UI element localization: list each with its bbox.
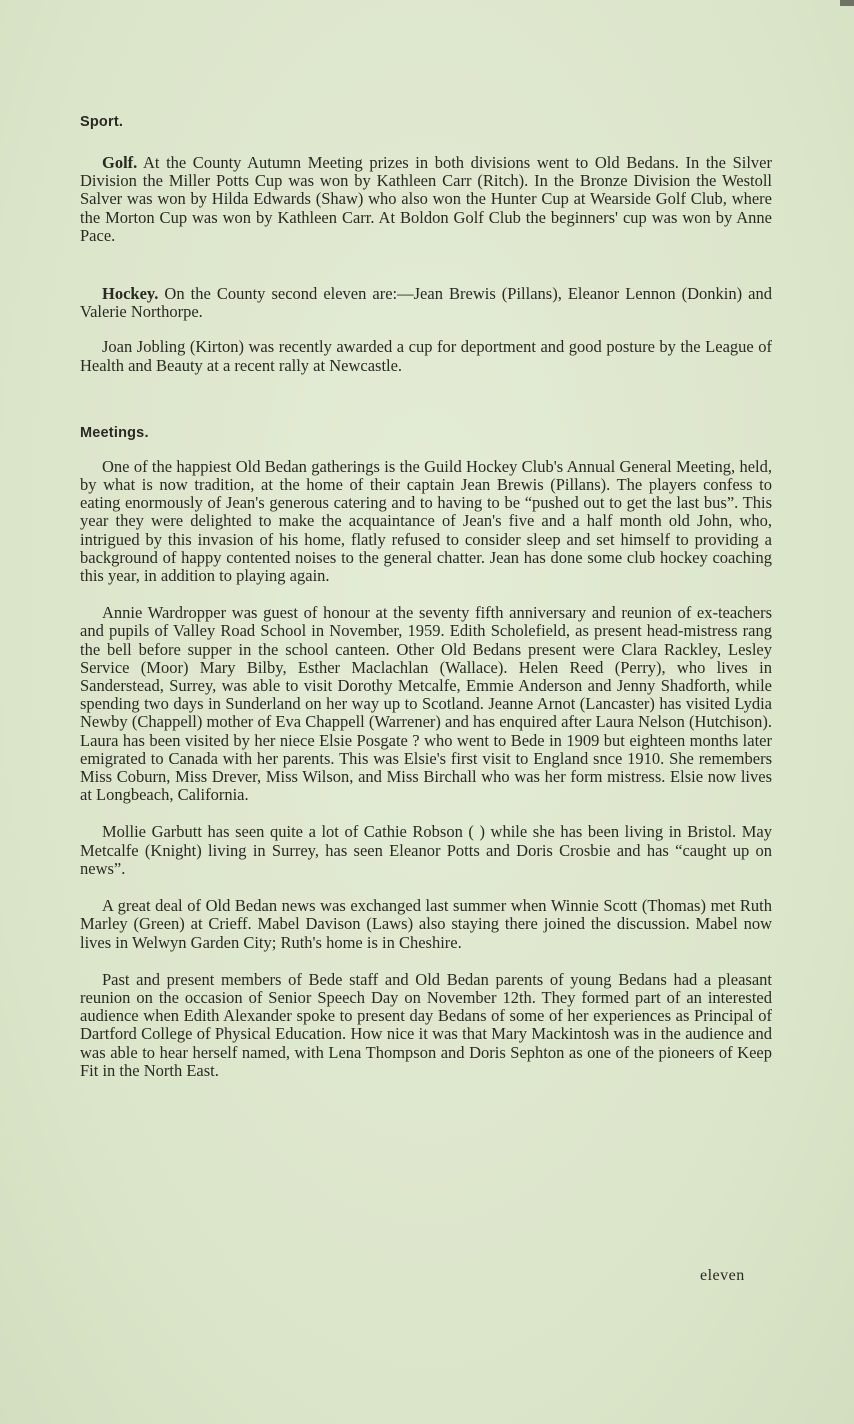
hockey-text: On the County second eleven are:—Jean Brewis (Pillans), Eleanor Lennon (Donkin) and Valerie Northorpe. — [80, 284, 772, 322]
document-body — [80, 110, 772, 1080]
hockey-lead: Hockey. — [102, 284, 159, 304]
meetings-paragraph-1: One of the happiest Old Bedan gatherings is the Guild Hockey Club's Annual General Meeting, held, by what is now tradition, at the home of their captain Jean Brewis (Pillans). The players confess to eating enormously of Jean's generous catering and to having to be “pushed out to get the last bus”. This year they were delighted to make the acquaintance of Jean's five and a half month old John, who, intrigued by this invasion of his home, flatly refused to consider sleep and set himself to providing a background of happy contented noises to the general chatter. Jean has done some club hockey coaching this year, in addition to playing again. — [80, 456, 772, 586]
meetings-paragraph-3: Mollie Garbutt has seen quite a lot of Cathie Robson ( ) while she has been living in Bristol. May Metcalfe (Knight) living in Surrey, has seen Eleanor Potts and Doris Crosbie and has “caught up on news”. — [80, 822, 772, 878]
meetings-paragraph-4: A great deal of Old Bedan news was exchanged last summer when Winnie Scott (Thomas) met Ruth Marley (Green) at Crieff. Mabel Davison (Laws) also staying there joined the discussion. Mabel now lives in Welwyn Garden City; Ruth's home is in Cheshire. — [80, 896, 772, 952]
meetings-paragraph-2: Annie Wardropper was guest of honour at the seventy fifth anniversary and reunion of ex-teachers and pupils of Valley Road School in November, 1959. Edith Scholefield, as present head-mistress rang the bell before supper in the school canteen. Other Old Bedans present were Clara Rackley, Lesley Service (Moor) Mary Bilby, Esther Maclachlan (Wallace). Helen Reed (Perry), who lives in Sanderstead, Surrey, was able to visit Dorothy Metcalfe, Emmie Anderson and Jenny Shadforth, while spending two days in Sunderland on her way up to Scotland. Jeanne Arnot (Lancaster) has visited Lydia Newby (Chappell) mother of Eva Chappell (Warrener) and has enquired after Laura Nelson (Hutchison). Laura has been visited by her niece Elsie Posgate ? who went to Bede in 1909 but eighteen months later emigrated to Canada with her parents. This was Elsie's first visit to England snce 1910. She remembers Miss Coburn, Miss Drever, Miss Wilson, and Miss Birchall who was her form mistress. Elsie now lives at Longbeach, California. — [80, 603, 772, 805]
hockey-paragraph — [80, 285, 772, 321]
golf-lead: Golf. — [102, 153, 138, 172]
sport-heading: Sport. — [80, 114, 124, 130]
meetings-heading: Meetings. — [80, 424, 149, 441]
corner-mark — [840, 0, 854, 6]
page-number: eleven — [700, 1267, 745, 1284]
golf-paragraph — [80, 154, 772, 245]
meetings-paragraph-5: Past and present members of Bede staff and Old Bedan parents of young Bedans had a pleasant reunion on the occasion of Senior Speech Day on November 12th. They formed part of an interested audience when Edith Alexander spoke to present day Bedans of some of her experiences as Principal of Dartford College of Physical Education. How nice it was that Mary Mackintosh was in the audience and was able to hear herself named, with Lena Thompson and Doris Sephton as one of the pioneers of Keep Fit in the North East. — [80, 969, 772, 1080]
golf-text: At the County Autumn Meeting prizes in both divisions went to Old Bedans. In the Silver Division the Miller Potts Cup was won by Kathleen Carr (Ritch). In the Bronze Division the Westoll Salver was won by Hilda Edwards (Shaw) who also won the Hunter Cup at Wearside Golf Club, where the Morton Cup was won by Kathleen Carr. At Boldon Golf Club the beginners' cup was won by Anne Pace. — [80, 153, 772, 245]
jobling-paragraph: Joan Jobling (Kirton) was recently awarded a cup for deportment and good posture by the League of Health and Beauty at a recent rally at Newcastle. — [80, 337, 772, 375]
